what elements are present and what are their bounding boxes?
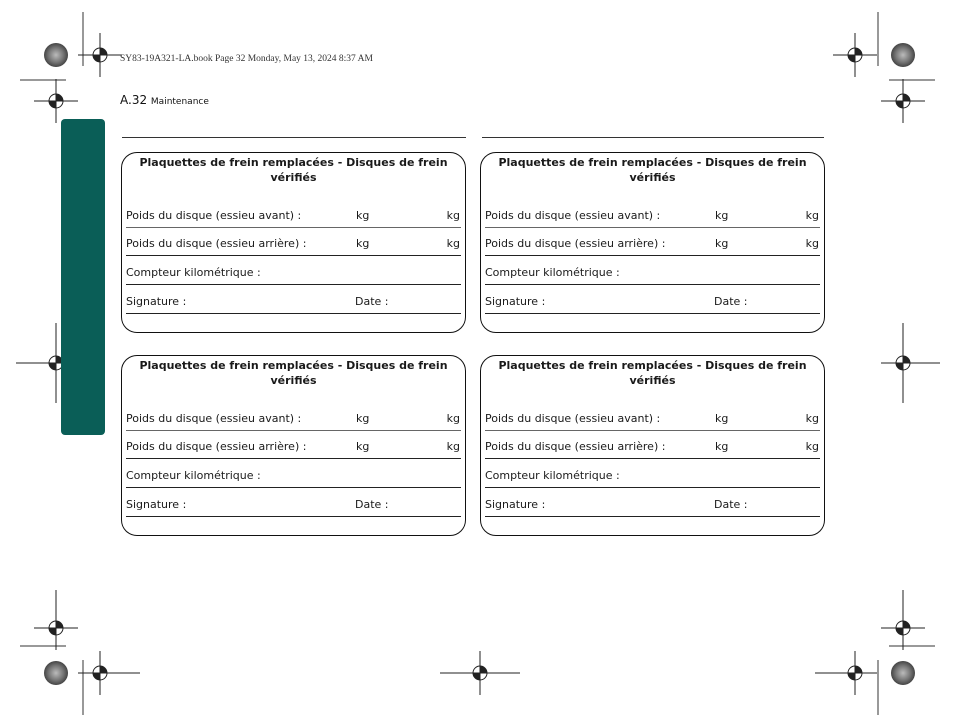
disc-weight-front-row	[126, 409, 461, 431]
registration-dot	[44, 661, 68, 685]
unit-label: kg	[356, 440, 370, 453]
unit-label: kg	[446, 412, 460, 425]
unit-label: kg	[356, 209, 370, 222]
unit-label: kg	[356, 237, 370, 250]
disc-weight-front-row	[126, 206, 461, 228]
form-title: Plaquettes de frein remplacées - Disques de frein vérifiés	[498, 156, 807, 184]
top-rule-left	[122, 137, 466, 138]
signature-label: Signature :	[485, 295, 546, 308]
disc-weight-front-label: Poids du disque (essieu avant) :	[485, 209, 661, 222]
page-header	[120, 93, 209, 107]
unit-label: kg	[715, 237, 729, 250]
disc-weight-rear-label: Poids du disque (essieu arrière) :	[126, 237, 307, 250]
odometer-label: Compteur kilométrique :	[126, 469, 261, 482]
unit-label: kg	[715, 440, 729, 453]
date-label: Date :	[714, 498, 748, 511]
unit-label: kg	[356, 412, 370, 425]
odometer-row	[126, 263, 461, 285]
unit-label: kg	[446, 237, 460, 250]
page-number: A.32	[120, 93, 148, 107]
disc-weight-rear-row	[485, 437, 820, 459]
disc-weight-rear-row	[126, 234, 461, 256]
crosshair-mark	[34, 79, 78, 123]
odometer-label: Compteur kilométrique :	[485, 266, 620, 279]
brake-service-form	[480, 152, 825, 333]
disc-weight-rear-row	[485, 234, 820, 256]
print-slug-line: SY83-19A321-LA.book Page 32 Monday, May 13, 2024 8:37 AM	[120, 54, 373, 64]
signature-label: Signature :	[126, 498, 187, 511]
signature-row	[126, 292, 461, 314]
signature-label: Signature :	[126, 295, 187, 308]
signature-row	[126, 495, 461, 517]
unit-label: kg	[805, 209, 819, 222]
disc-weight-rear-label: Poids du disque (essieu arrière) :	[126, 440, 307, 453]
disc-weight-rear-label: Poids du disque (essieu arrière) :	[485, 237, 666, 250]
brake-service-form	[121, 152, 466, 333]
unit-label: kg	[805, 237, 819, 250]
disc-weight-rear-row	[126, 437, 461, 459]
form-title: Plaquettes de frein remplacées - Disques de frein vérifiés	[139, 156, 448, 184]
unit-label: kg	[715, 412, 729, 425]
signature-row	[485, 292, 820, 314]
disc-weight-rear-label: Poids du disque (essieu arrière) :	[485, 440, 666, 453]
section-title: Maintenance	[150, 97, 209, 107]
form-title: Plaquettes de frein remplacées - Disques de frein vérifiés	[139, 359, 448, 387]
top-rule-right	[482, 137, 824, 138]
unit-label: kg	[446, 209, 460, 222]
unit-label: kg	[715, 209, 729, 222]
brake-service-form	[480, 355, 825, 536]
disc-weight-front-label: Poids du disque (essieu avant) :	[126, 412, 302, 425]
unit-label: kg	[805, 412, 819, 425]
date-label: Date :	[714, 295, 748, 308]
disc-weight-front-row	[485, 409, 820, 431]
disc-weight-front-label: Poids du disque (essieu avant) :	[485, 412, 661, 425]
date-label: Date :	[355, 498, 389, 511]
signature-row	[485, 495, 820, 517]
registration-dot	[44, 43, 68, 67]
crosshair-mark	[881, 79, 925, 123]
crosshair-mark	[833, 33, 877, 77]
crosshair-mark	[78, 33, 122, 77]
odometer-label: Compteur kilométrique :	[126, 266, 261, 279]
date-label: Date :	[355, 295, 389, 308]
signature-label: Signature :	[485, 498, 546, 511]
odometer-row	[485, 466, 820, 488]
chapter-side-tab	[61, 119, 105, 435]
odometer-row	[485, 263, 820, 285]
form-title: Plaquettes de frein remplacées - Disques de frein vérifiés	[498, 359, 807, 387]
odometer-row	[126, 466, 461, 488]
registration-dot	[891, 43, 915, 67]
disc-weight-front-row	[485, 206, 820, 228]
disc-weight-front-label: Poids du disque (essieu avant) :	[126, 209, 302, 222]
registration-dot	[891, 661, 915, 685]
odometer-label: Compteur kilométrique :	[485, 469, 620, 482]
brake-service-form	[121, 355, 466, 536]
unit-label: kg	[446, 440, 460, 453]
unit-label: kg	[805, 440, 819, 453]
